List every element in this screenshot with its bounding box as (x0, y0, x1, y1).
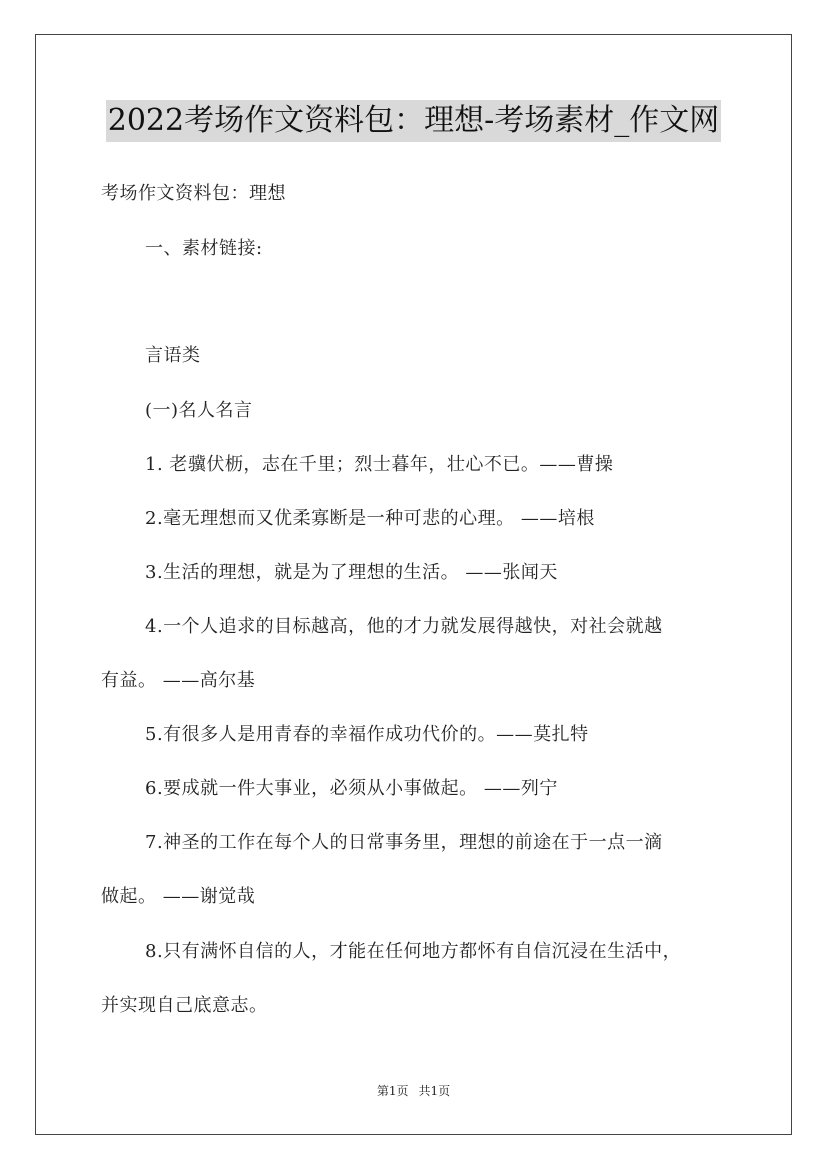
quote-line: 2.毫无理想而又优柔寡断是一种可悲的心理。 ——培根 (145, 508, 595, 529)
subcategory-heading: (一)名人名言 (145, 400, 253, 421)
section-heading: 一、素材链接: (145, 238, 263, 259)
quote-line: 4.一个人追求的目标越高，他的才力就发展得越快，对社会就越 (145, 616, 663, 637)
quote-line: 3.生活的理想，就是为了理想的生活。 ——张闻天 (145, 562, 558, 583)
quote-line-continuation: 有益。 ——高尔基 (101, 670, 256, 691)
document-subtitle: 考场作文资料包：理想 (101, 183, 286, 204)
quote-line: 8.只有满怀自信的人，才能在任何地方都怀有自信沉浸在生活中， (145, 941, 682, 962)
title-container (0, 100, 827, 142)
category-heading: 言语类 (145, 345, 201, 366)
page-number: 第1页 (376, 1084, 409, 1098)
quote-line-continuation: 并实现自己底意志。 (101, 995, 268, 1016)
page-footer (0, 1083, 827, 1099)
quote-line: 5.有很多人是用青春的幸福作成功代价的。——莫扎特 (145, 724, 589, 745)
quote-line-continuation: 做起。 ——谢觉哉 (101, 886, 256, 907)
quote-line: 1. 老骥伏枥，志在千里；烈士暮年，壮心不已。——曹操 (145, 454, 614, 475)
document-title: 2022考场作文资料包：理想-考场素材_作文网 (106, 100, 721, 142)
quote-line: 7.神圣的工作在每个人的日常事务里，理想的前途在于一点一滴 (145, 832, 663, 853)
quote-line: 6.要成就一件大事业，必须从小事做起。 ——列宁 (145, 778, 558, 799)
page-total: 共1页 (418, 1084, 451, 1098)
